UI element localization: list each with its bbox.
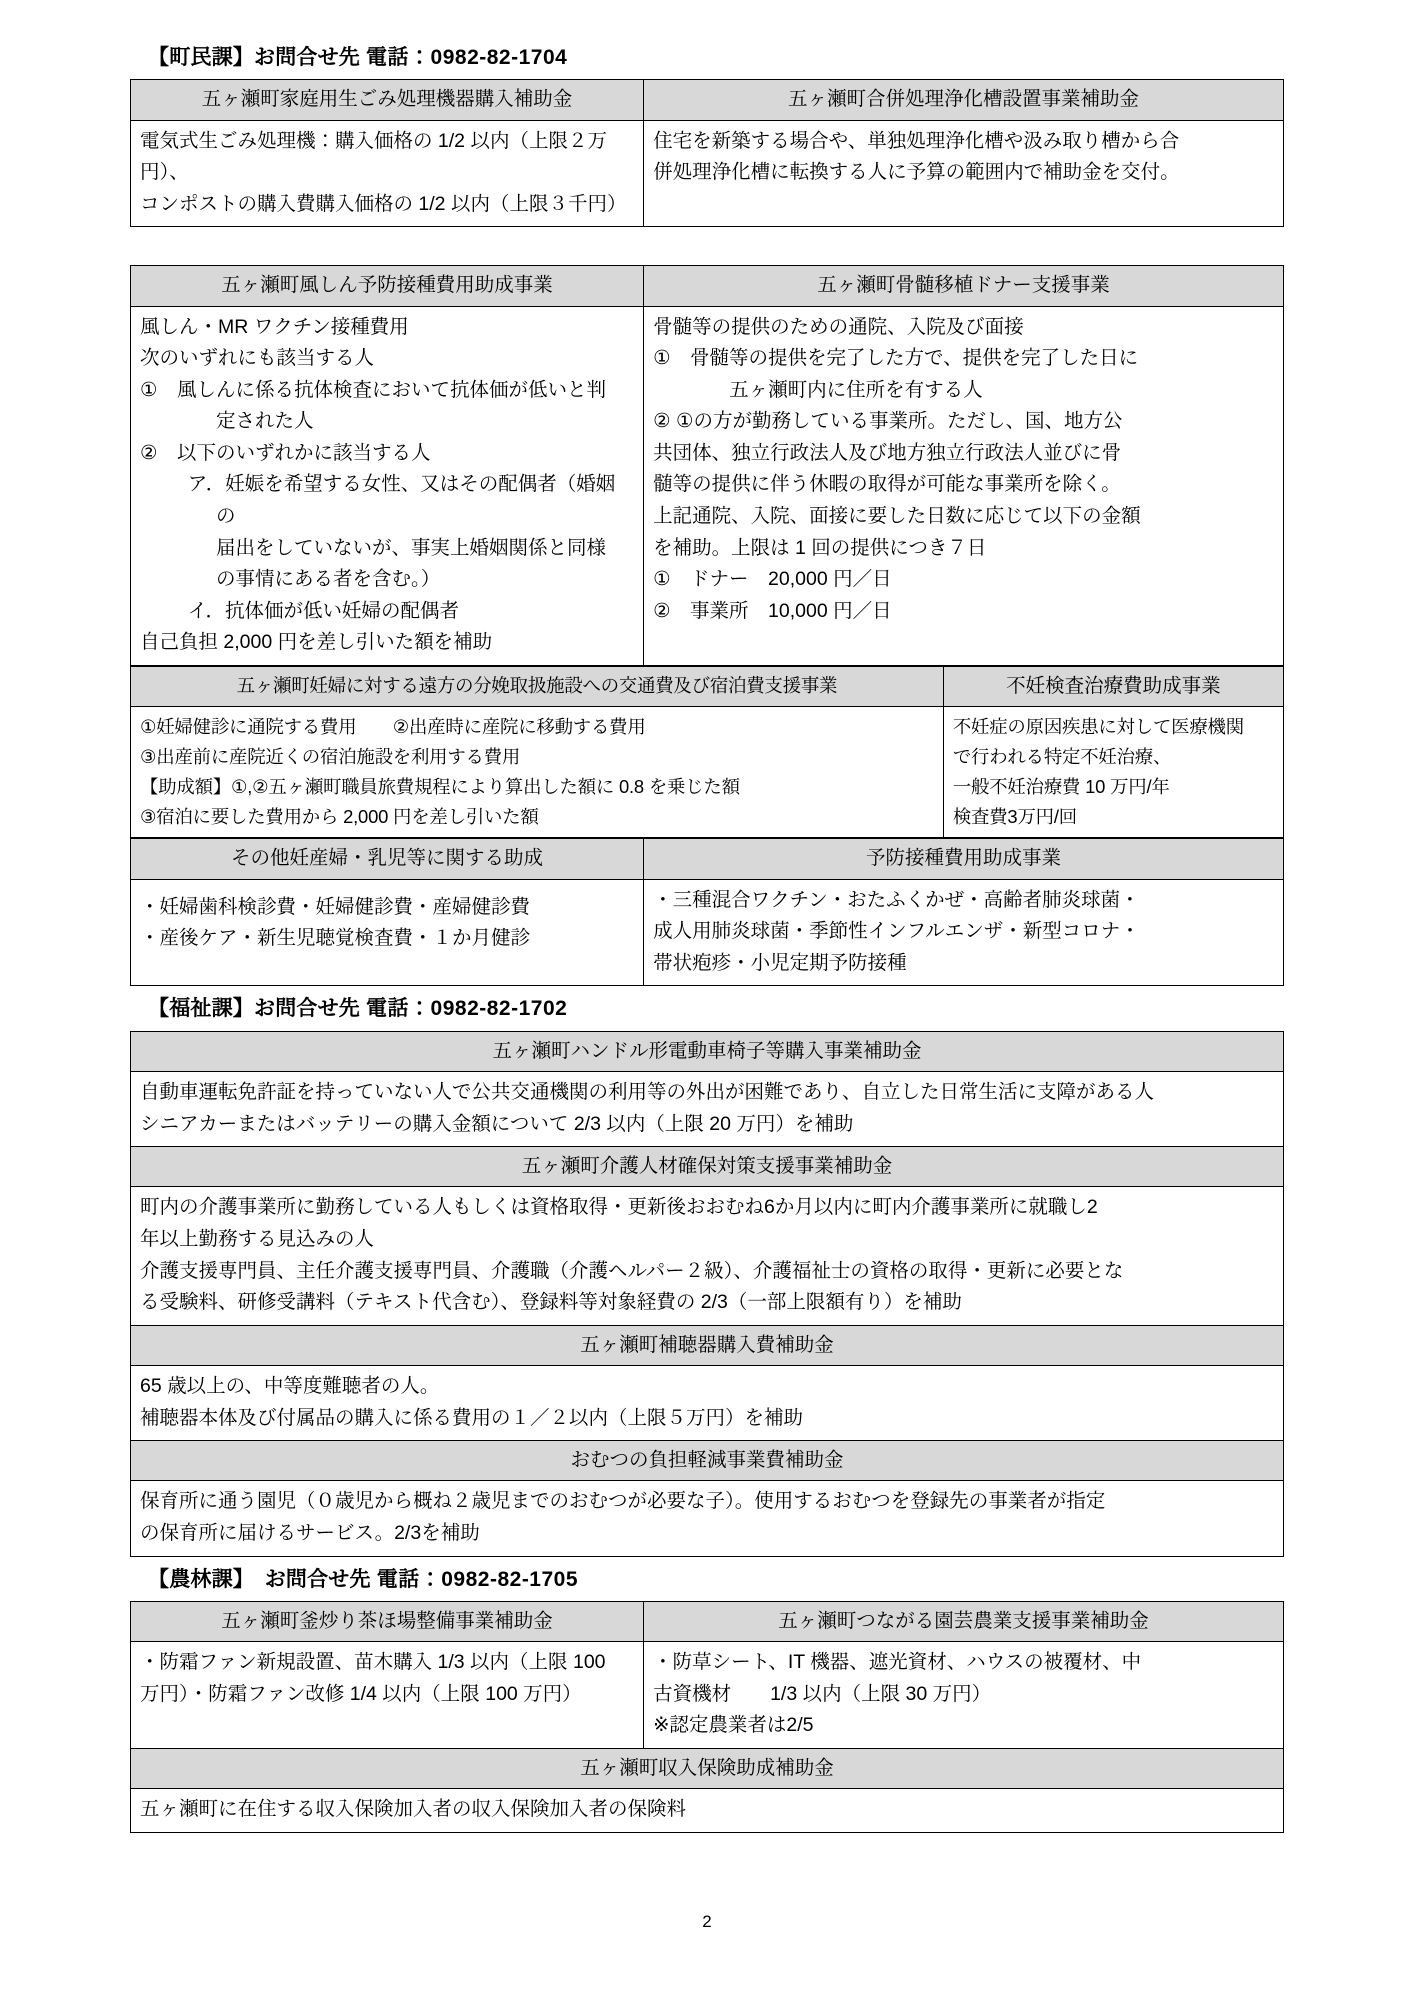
cell-rubella-detail <box>131 306 644 665</box>
text-line: 補聴器本体及び付属品の購入に係る費用の１／２以内（上限５万円）を補助 <box>140 1406 804 1429</box>
text-line: 検査費3万円/回 <box>952 805 1077 827</box>
header-electric-wheelchair-subsidy: 五ヶ瀬町ハンドル形電動車椅子等購入事業補助金 <box>131 1031 1284 1071</box>
table-row <box>131 266 1284 306</box>
text-line: 併処理浄化槽に転換する人に予算の範囲内で補助金を交付。 <box>653 161 1180 184</box>
dept-name: 【福祉課】お問合せ先 <box>148 997 360 1021</box>
table-row <box>131 879 1284 986</box>
text-line: ③宿泊に要した費用から 2,000 円を差し引いた額 <box>140 805 539 827</box>
header-septic-tank-subsidy: 五ヶ瀬町合併処理浄化槽設置事業補助金 <box>644 80 1284 120</box>
dept-tel: 電話：0982-82-1705 <box>376 1567 579 1591</box>
header-vaccination-cost-subsidy: 予防接種費用助成事業 <box>644 839 1284 879</box>
cell-marrow-detail <box>644 306 1284 665</box>
cell-other-maternal-detail <box>131 879 644 986</box>
text-line: ①妊婦健診に通院する費用 ②出産時に産院に移動する費用 <box>140 716 646 738</box>
text-line: ① 骨髄等の提供を完了した方で、提供を完了した日に <box>653 347 1139 370</box>
table-rubella-marrow <box>130 265 1284 666</box>
text-line: ② 事業所 10,000 円／日 <box>653 599 892 622</box>
table-row <box>131 666 1284 706</box>
header-marrow-donor-support: 五ヶ瀬町骨髄移植ドナー支援事業 <box>644 266 1284 306</box>
text-line: 共団体、独立行政法人及び地方独立行政法人並びに骨 <box>653 441 1122 464</box>
table-welfare-subsidies <box>130 1031 1284 1557</box>
header-garbage-processor-subsidy: 五ヶ瀬町家庭用生ごみ処理機器購入補助金 <box>131 80 644 120</box>
text-line: 65 歳以上の、中等度難聴者の人。 <box>140 1374 440 1397</box>
table-agriculture-subsidies <box>130 1601 1284 1833</box>
dept-tel: 電話：0982-82-1704 <box>366 46 568 69</box>
text-line: ② ①の方が勤務している事業所。ただし、国、地方公 <box>653 410 1123 433</box>
header-other-maternal-support: その他妊産婦・乳児等に関する助成 <box>131 839 644 879</box>
text-line: 一般不妊治療費 10 万円/年 <box>952 775 1170 797</box>
text-line: 風しん・MR ワクチン接種費用 <box>140 315 409 338</box>
table-row <box>131 839 1284 879</box>
cell-hearing-aid-detail <box>131 1365 1284 1440</box>
table-row <box>131 707 1284 838</box>
dept-heading-agriforest <box>148 1566 1284 1594</box>
table-row <box>131 1031 1284 1071</box>
table-waste-septic <box>130 79 1284 227</box>
text-line: ・産後ケア・新生児聴覚検査費・１か月健診 <box>140 927 531 950</box>
text-line: 帯状疱疹・小児定期予防接種 <box>653 951 907 974</box>
table-row <box>131 1187 1284 1325</box>
cell-infertility-detail <box>943 707 1283 838</box>
text-line: 次のいずれにも該当する人 <box>140 347 375 370</box>
text-line: で行われる特定不妊治療、 <box>952 746 1172 767</box>
text-line: 上記通院、入院、面接に要した日数に応じて以下の金額 <box>653 505 1141 528</box>
text-line: 成人用肺炎球菌・季節性インフルエンザ・新型コロナ・ <box>653 920 1140 943</box>
text-line: の保育所に届けるサービス。2/3を補助 <box>140 1521 480 1544</box>
text-line: 髄等の提供に伴う休暇の取得が可能な事業所を除く。 <box>653 473 1121 496</box>
cell-maternity-detail <box>131 707 944 838</box>
table-row <box>131 1748 1284 1788</box>
text-line: 五ヶ瀬町内に住所を有する人 <box>729 378 983 401</box>
cell-septic-tank-detail <box>644 120 1284 227</box>
text-line: 五ヶ瀬町に在住する収入保険加入者の収入保険加入者の保険料 <box>140 1798 687 1821</box>
table-row <box>131 1601 1284 1641</box>
header-rubella-vaccination-subsidy: 五ヶ瀬町風しん予防接種費用助成事業 <box>131 266 644 306</box>
text-line: 万円）・防霜ファン改修 1/4 以内（上限 100 万円） <box>140 1682 582 1705</box>
cell-caregiver-detail <box>131 1187 1284 1325</box>
table-row <box>131 1072 1284 1147</box>
text-line: を補助。上限は 1 回の提供につき７日 <box>653 536 987 559</box>
text-line: 【助成額】①,②五ヶ瀬町職員旅費規程により算出した額に 0.8 を乗じた額 <box>140 775 740 797</box>
table-row <box>131 80 1284 120</box>
text-line: イ．抗体価が低い妊婦の配偶者 <box>187 599 460 622</box>
cell-income-insurance-detail <box>131 1789 1284 1833</box>
table-row <box>131 306 1284 665</box>
table-row <box>131 1642 1284 1749</box>
text-line: 町内の介護事業所に勤務している人もしくは資格取得・更新後おおむね6か月以内に町内介護事業所に就職し2 <box>140 1196 1098 1219</box>
text-line: 電気式生ごみ処理機：購入価格の 1/2 以内（上限２万円）、 <box>140 129 607 184</box>
text-line: ・防霜ファン新規設置、苗木購入 1/3 以内（上限 100 <box>140 1651 606 1674</box>
text-line: 定された人 <box>216 410 314 433</box>
text-line: コンポストの購入費購入価格の 1/2 以内（上限３千円） <box>140 192 627 215</box>
header-hearing-aid-subsidy: 五ヶ瀬町補聴器購入費補助金 <box>131 1325 1284 1365</box>
header-income-insurance-subsidy: 五ヶ瀬町収入保険助成補助金 <box>131 1748 1284 1788</box>
page-number: 2 <box>702 1912 712 1931</box>
table-maternity-infertility <box>130 666 1284 839</box>
text-line: 介護支援専門員、主任介護支援専門員、介護職（介護ヘルパー２級）、介護福祉士の資格の取得・更新に必要とな <box>140 1259 1124 1282</box>
cell-garbage-processor-detail <box>131 120 644 227</box>
text-line: 自己負担 2,000 円を差し引いた額を補助 <box>140 631 493 654</box>
header-caregiver-support-subsidy: 五ヶ瀬町介護人材確保対策支援事業補助金 <box>131 1147 1284 1187</box>
table-row <box>131 120 1284 227</box>
cell-vaccination-detail <box>644 879 1284 986</box>
text-line: ・妊婦歯科検診費・妊婦健診費・産婦健診費 <box>140 895 531 918</box>
text-line: 年以上勤務する見込みの人 <box>140 1228 375 1250</box>
text-line: 自動車運転免許証を持っていない人で公共交通機関の利用等の外出が困難であり、自立した日常生活に支障がある人 <box>140 1081 1155 1104</box>
table-other-maternal-vaccination <box>130 838 1284 986</box>
cell-tea-detail <box>131 1642 644 1749</box>
table-row <box>131 1441 1284 1481</box>
header-tea-field-subsidy: 五ヶ瀬町釜炒り茶ほ場整備事業補助金 <box>131 1601 644 1641</box>
header-horticulture-support-subsidy: 五ヶ瀬町つながる園芸農業支援事業補助金 <box>644 1601 1284 1641</box>
text-line: 保育所に通う園児（０歳児から概ね２歳児までのおむつが必要な子）。使用するおむつを登録先の事業者が指定 <box>140 1490 1106 1513</box>
dept-heading-townresident <box>148 44 1284 72</box>
text-line: 骨髄等の提供のための通院、入院及び面接 <box>653 315 1024 338</box>
text-line: ② 以下のいずれかに該当する人 <box>140 441 431 464</box>
text-line: 住宅を新築する場合や、単独処理浄化槽や汲み取り槽から合 <box>653 129 1180 152</box>
text-line: ・三種混合ワクチン・おたふくかぜ・高齢者肺炎球菌・ <box>653 888 1140 911</box>
dept-tel: 電話：0982-82-1702 <box>366 997 568 1021</box>
text-line: ③出産前に産院近くの宿泊施設を利用する費用 <box>140 746 521 767</box>
dept-heading-welfare <box>148 995 1284 1023</box>
table-row <box>131 1365 1284 1440</box>
dept-name: 【農林課】 お問合せ先 <box>148 1567 371 1591</box>
text-line: 届出をしていないが、事実上婚姻関係と同様 <box>216 536 607 559</box>
text-line: 古資機材 1/3 以内（上限 30 万円） <box>653 1682 992 1705</box>
text-line: ① 風しんに係る抗体検査において抗体価が低いと判 <box>140 378 606 401</box>
text-line: ・防草シート、IT 機器、遮光資材、ハウスの被覆材、中 <box>653 1651 1142 1674</box>
header-diaper-subsidy: おむつの負担軽減事業費補助金 <box>131 1441 1284 1481</box>
text-line: シニアカーまたはバッテリーの購入金額について 2/3 以内（上限 20 万円）を補助 <box>140 1112 854 1135</box>
table-row <box>131 1789 1284 1833</box>
dept-name: 【町民課】お問合せ先 <box>148 46 360 69</box>
cell-horticulture-detail <box>644 1642 1284 1749</box>
text-line: 不妊症の原因疾患に対して医療機関 <box>952 716 1244 738</box>
text-line: る受験料、研修受講料（テキスト代含む）、登録料等対象経費の 2/3（一部上限額有り）を補助 <box>140 1291 962 1314</box>
table-row <box>131 1147 1284 1187</box>
spacer <box>130 227 1284 265</box>
text-line: ア．妊娠を希望する女性、又はその配偶者（婚姻の <box>187 473 616 528</box>
header-infertility-treatment-subsidy: 不妊検査治療費助成事業 <box>943 666 1283 706</box>
header-maternity-travel-support: 五ヶ瀬町妊婦に対する遠方の分娩取扱施設への交通費及び宿泊費支援事業 <box>131 666 944 706</box>
cell-wheelchair-detail <box>131 1072 1284 1147</box>
text-line: ※認定農業者は2/5 <box>653 1714 814 1737</box>
table-row <box>131 1325 1284 1365</box>
cell-diaper-detail <box>131 1481 1284 1556</box>
spacer <box>130 1557 1284 1566</box>
spacer <box>130 986 1284 995</box>
text-line: の事情にある者を含む。） <box>216 568 441 591</box>
text-line: ① ドナー 20,000 円／日 <box>653 568 892 591</box>
table-row <box>131 1481 1284 1556</box>
